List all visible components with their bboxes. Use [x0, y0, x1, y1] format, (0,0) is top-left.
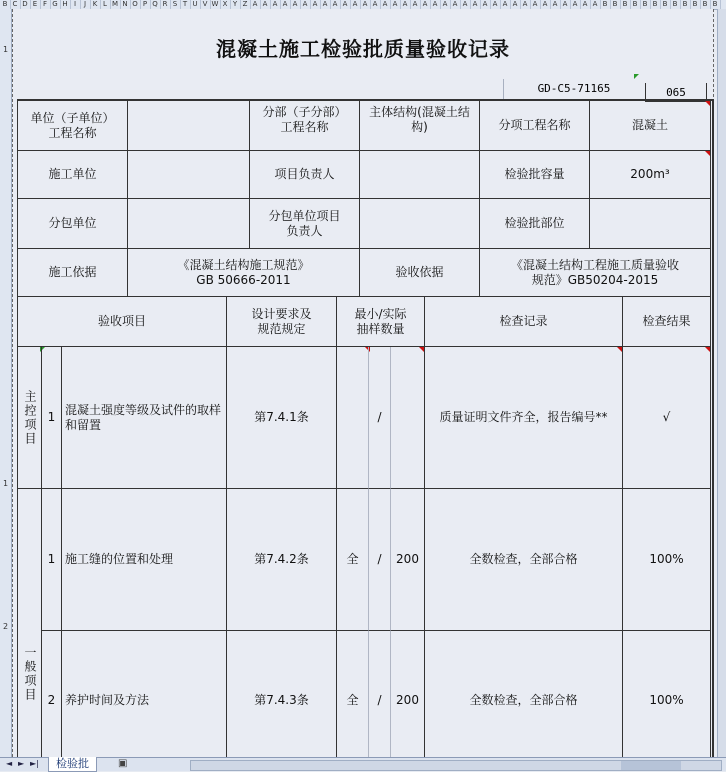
- row-result[interactable]: 100%: [623, 489, 711, 631]
- column-letter[interactable]: A: [550, 0, 561, 9]
- form-title: 混凝土施工检验批质量验收记录: [216, 37, 510, 61]
- column-letter[interactable]: B: [630, 0, 641, 9]
- basis-label: 施工依据: [18, 249, 128, 297]
- basis-value[interactable]: 《混凝土结构施工规范》 GB 50666-2011: [128, 249, 360, 297]
- column-letter[interactable]: B: [700, 0, 711, 9]
- column-letter[interactable]: B: [670, 0, 681, 9]
- column-letter[interactable]: A: [450, 0, 461, 9]
- general-group: 一般项目: [18, 489, 42, 759]
- column-letter[interactable]: A: [310, 0, 321, 9]
- column-letter[interactable]: G: [50, 0, 61, 9]
- column-letter[interactable]: B: [690, 0, 701, 9]
- column-letter[interactable]: U: [190, 0, 201, 9]
- row-number[interactable]: 2: [2, 622, 9, 631]
- row-record[interactable]: 质量证明文件齐全，报告编号**: [425, 347, 623, 489]
- column-letter[interactable]: B: [680, 0, 691, 9]
- row-header-bar[interactable]: [0, 9, 12, 757]
- column-letter[interactable]: B: [0, 0, 11, 9]
- main-control-group: 主控项目: [18, 347, 42, 489]
- column-letter[interactable]: N: [120, 0, 131, 9]
- column-letter[interactable]: P: [140, 0, 151, 9]
- column-letter[interactable]: A: [530, 0, 541, 9]
- column-letter[interactable]: A: [250, 0, 261, 9]
- column-letter[interactable]: A: [330, 0, 341, 9]
- sub-pm-label: 分包单位项目 负责人: [250, 199, 360, 249]
- column-letter[interactable]: A: [510, 0, 521, 9]
- division-value[interactable]: 主体结构(混凝土结构): [360, 101, 480, 151]
- pm-label: 项目负责人: [250, 151, 360, 199]
- column-letter[interactable]: A: [420, 0, 431, 9]
- cell-marker-icon: [634, 74, 639, 79]
- column-letter[interactable]: B: [640, 0, 651, 9]
- subcontractor-label: 分包单位: [18, 199, 128, 249]
- acceptance-basis-value[interactable]: 《混凝土结构工程施工质量验收 规范》GB50204-2015: [480, 249, 711, 297]
- column-letter[interactable]: B: [600, 0, 611, 9]
- column-letter[interactable]: E: [30, 0, 41, 9]
- row-slash[interactable]: /: [369, 489, 391, 631]
- row-result[interactable]: 100%: [623, 631, 711, 759]
- col-sampling-header: 最小/实际 抽样数量: [337, 297, 425, 347]
- column-letter[interactable]: A: [300, 0, 311, 9]
- row-no: 1: [42, 489, 62, 631]
- column-letter[interactable]: A: [520, 0, 531, 9]
- column-letter[interactable]: M: [110, 0, 121, 9]
- row-item[interactable]: 施工缝的位置和处理: [62, 489, 227, 631]
- column-letter[interactable]: A: [280, 0, 291, 9]
- column-letter[interactable]: W: [210, 0, 221, 9]
- row-number[interactable]: 1: [2, 479, 9, 488]
- column-letter[interactable]: A: [490, 0, 501, 9]
- column-letter[interactable]: Z: [240, 0, 251, 9]
- scroll-thumb[interactable]: [621, 761, 681, 770]
- row-clause[interactable]: 第7.4.3条: [227, 631, 337, 759]
- location-label: 检验批部位: [480, 199, 590, 249]
- tab-prev-button[interactable]: ◄: [6, 759, 13, 768]
- column-letter[interactable]: S: [170, 0, 181, 9]
- column-letter[interactable]: A: [320, 0, 331, 9]
- column-letter[interactable]: A: [560, 0, 571, 9]
- row-clause[interactable]: 第7.4.2条: [227, 489, 337, 631]
- division-label: 分部（子分部） 工程名称: [250, 101, 360, 151]
- row-min[interactable]: 全: [337, 631, 369, 759]
- column-letter[interactable]: A: [360, 0, 371, 9]
- acceptance-basis-label: 验收依据: [360, 249, 480, 297]
- column-letter[interactable]: A: [350, 0, 361, 9]
- sub-pm-value[interactable]: [360, 199, 480, 249]
- row-item[interactable]: 混凝土强度等级及试件的取样和留置: [62, 347, 227, 489]
- column-letter[interactable]: D: [20, 0, 31, 9]
- column-letter[interactable]: A: [260, 0, 271, 9]
- row-item[interactable]: 养护时间及方法: [62, 631, 227, 759]
- column-letter[interactable]: A: [380, 0, 391, 9]
- column-letter[interactable]: A: [480, 0, 491, 9]
- column-letter[interactable]: T: [180, 0, 191, 9]
- subcontractor-value[interactable]: [128, 199, 250, 249]
- column-letter[interactable]: B: [650, 0, 661, 9]
- row-actual[interactable]: [391, 347, 425, 489]
- row-number[interactable]: 1: [2, 45, 9, 54]
- row-actual[interactable]: 200: [391, 489, 425, 631]
- form-serial[interactable]: 065: [645, 83, 707, 102]
- unit-value[interactable]: [128, 101, 250, 151]
- column-letter[interactable]: C: [10, 0, 21, 9]
- row-clause[interactable]: 第7.4.1条: [227, 347, 337, 489]
- row-record[interactable]: 全数检查，全部合格: [425, 489, 623, 631]
- tab-next-button[interactable]: ►: [18, 759, 25, 768]
- inspection-table: [17, 99, 714, 759]
- comment-marker-icon: [705, 151, 710, 156]
- column-letter[interactable]: V: [200, 0, 211, 9]
- row-result[interactable]: √: [623, 347, 711, 489]
- contractor-label: 施工单位: [18, 151, 128, 199]
- column-letter[interactable]: A: [410, 0, 421, 9]
- column-letter[interactable]: A: [290, 0, 301, 9]
- column-letter[interactable]: A: [500, 0, 511, 9]
- capacity-label: 检验批容量: [480, 151, 590, 199]
- column-letter[interactable]: A: [580, 0, 591, 9]
- column-letter[interactable]: H: [60, 0, 71, 9]
- contractor-value[interactable]: [128, 151, 250, 199]
- row-no: 1: [42, 347, 62, 489]
- column-letter[interactable]: A: [460, 0, 471, 9]
- form-code[interactable]: GD-C5-71165: [503, 79, 644, 99]
- tab-last-button[interactable]: ►|: [30, 759, 39, 768]
- column-letter[interactable]: Y: [230, 0, 241, 9]
- column-letter[interactable]: I: [70, 0, 81, 9]
- column-letter[interactable]: R: [160, 0, 171, 9]
- capacity-value[interactable]: 200m³: [590, 151, 711, 199]
- col-record-header: 检查记录: [425, 297, 623, 347]
- row-min[interactable]: [337, 347, 369, 489]
- column-letter[interactable]: F: [40, 0, 51, 9]
- column-letter[interactable]: A: [570, 0, 581, 9]
- column-letter[interactable]: A: [270, 0, 281, 9]
- col-item-header: 验收项目: [18, 297, 227, 347]
- unit-label: 单位（子单位） 工程名称: [18, 101, 128, 151]
- column-letter[interactable]: K: [90, 0, 101, 9]
- worksheet[interactable]: [13, 9, 713, 757]
- column-letter[interactable]: B: [660, 0, 671, 9]
- horizontal-scrollbar[interactable]: [190, 760, 722, 771]
- insert-sheet-icon[interactable]: ▣: [118, 758, 128, 769]
- column-letter[interactable]: A: [440, 0, 451, 9]
- column-letter[interactable]: A: [540, 0, 551, 9]
- column-letter[interactable]: A: [340, 0, 351, 9]
- column-letter[interactable]: B: [620, 0, 631, 9]
- row-record[interactable]: 全数检查，全部合格: [425, 631, 623, 759]
- row-slash[interactable]: /: [369, 347, 391, 489]
- column-letter[interactable]: A: [430, 0, 441, 9]
- vertical-scrollbar[interactable]: [717, 9, 726, 757]
- column-letter[interactable]: X: [220, 0, 231, 9]
- row-no: 2: [42, 631, 62, 759]
- col-result-header: 检查结果: [623, 297, 711, 347]
- pm-value[interactable]: [360, 151, 480, 199]
- subitem-label: 分项工程名称: [480, 101, 590, 151]
- column-letter[interactable]: A: [390, 0, 401, 9]
- column-letter[interactable]: A: [400, 0, 411, 9]
- location-value[interactable]: [590, 199, 711, 249]
- row-actual[interactable]: 200: [391, 631, 425, 759]
- sheet-tab-bar: [0, 757, 726, 771]
- column-letter[interactable]: A: [370, 0, 381, 9]
- column-letter[interactable]: Q: [150, 0, 161, 9]
- column-letter[interactable]: A: [590, 0, 601, 9]
- column-letter[interactable]: A: [470, 0, 481, 9]
- column-letter[interactable]: J: [80, 0, 91, 9]
- row-min[interactable]: 全: [337, 489, 369, 631]
- column-letter[interactable]: B: [610, 0, 621, 9]
- row-slash[interactable]: /: [369, 631, 391, 759]
- subitem-value[interactable]: 混凝土: [590, 101, 711, 151]
- comment-marker-icon: [705, 101, 710, 106]
- column-letter[interactable]: B: [710, 0, 721, 9]
- col-design-header: 设计要求及 规范规定: [227, 297, 337, 347]
- column-letter[interactable]: L: [100, 0, 111, 9]
- tab-sheet[interactable]: 检验批: [48, 757, 97, 772]
- column-letter[interactable]: O: [130, 0, 141, 9]
